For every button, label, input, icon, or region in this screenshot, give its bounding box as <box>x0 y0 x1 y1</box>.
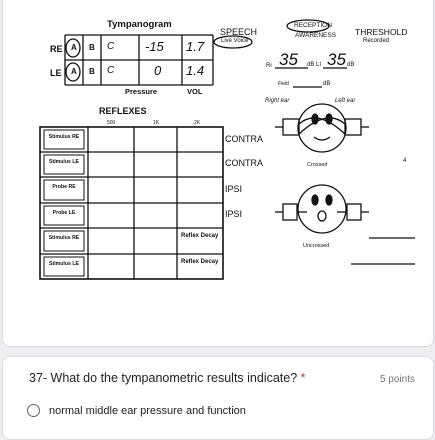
reflex-row-label: Stimulus RE <box>48 235 80 241</box>
re-vol-value: 1.7 <box>186 39 205 54</box>
required-asterisk: * <box>300 371 306 385</box>
margin-mark: 4 <box>403 158 407 164</box>
question-image-card <box>2 0 434 347</box>
radio-button[interactable] <box>27 404 40 417</box>
reflex-decay-label: Reflex Decay <box>181 233 219 239</box>
le-speech-value: 35 <box>327 50 346 69</box>
crossed-label: Crossed <box>307 162 328 168</box>
ipsi-label-1: IPSI <box>225 184 243 194</box>
re-pressure-value: -15 <box>145 39 164 54</box>
db-li-label: dB LI <box>307 62 322 68</box>
threshold-label: THRESHOLD <box>355 27 408 37</box>
form-line-art <box>17 6 421 296</box>
le-c-label: C <box>107 65 115 76</box>
freq-500: 500 <box>107 120 116 126</box>
question-text: 37- What do the tympanometric results indicate? <box>29 371 298 385</box>
awareness-label: AWARENESS <box>295 32 337 39</box>
live-voice-label: Live Voice <box>221 38 249 44</box>
ri-label: Ri <box>266 63 272 69</box>
re-c-label: C <box>107 41 115 52</box>
re-b-label: B <box>89 43 95 52</box>
reflex-row-label: Probe LE <box>52 210 76 216</box>
speech-title: SPEECH <box>220 27 258 37</box>
right-ear-label: Right ear <box>265 98 290 104</box>
le-pressure-value: 0 <box>154 63 162 78</box>
contra-label-1: CONTRA <box>225 134 263 144</box>
reflex-row-label: Probe RE <box>52 184 76 190</box>
question-title <box>29 371 306 385</box>
contra-label-2: CONTRA <box>225 158 263 168</box>
tympanogram-title: Tympanogram <box>107 19 172 30</box>
left-ear-label: Left ear <box>335 98 356 104</box>
re-circled-a: A <box>71 43 77 52</box>
vol-label: VOL <box>187 87 203 96</box>
reflex-row-label: Stimulus RE <box>48 134 80 140</box>
le-vol-value: 1.4 <box>186 63 205 78</box>
pressure-label: Pressure <box>125 87 158 96</box>
recorded-label: Recorded <box>363 38 390 44</box>
uncrossed-label: Uncrossed <box>303 243 330 249</box>
audiogram-form-image <box>17 6 421 296</box>
freq-2k: 2K <box>194 120 201 126</box>
reflexes-title: REFLEXES <box>99 106 147 116</box>
reception-label: RECEPTION <box>294 22 332 29</box>
question-points: 5 points <box>379 374 415 385</box>
reflex-row-label: Stimulus LE <box>49 159 79 165</box>
field-db-label: dB <box>323 81 331 87</box>
reflex-row-label: Stimulus LE <box>49 261 79 267</box>
question-card <box>2 356 434 440</box>
freq-1k: 1K <box>153 120 160 126</box>
reflex-decay-label: Reflex Decay <box>181 259 219 265</box>
tympanogram-le-label: LE <box>50 68 62 78</box>
db-label: dB <box>347 62 355 68</box>
le-circled-a: A <box>71 67 77 76</box>
ipsi-label-2: IPSI <box>225 209 243 219</box>
field-label: Field <box>278 81 289 87</box>
option-label[interactable]: normal middle ear pressure and function <box>49 405 246 417</box>
tympanogram-re-label: RE <box>50 44 63 54</box>
re-speech-value: 35 <box>279 50 298 69</box>
le-b-label: B <box>89 67 95 76</box>
